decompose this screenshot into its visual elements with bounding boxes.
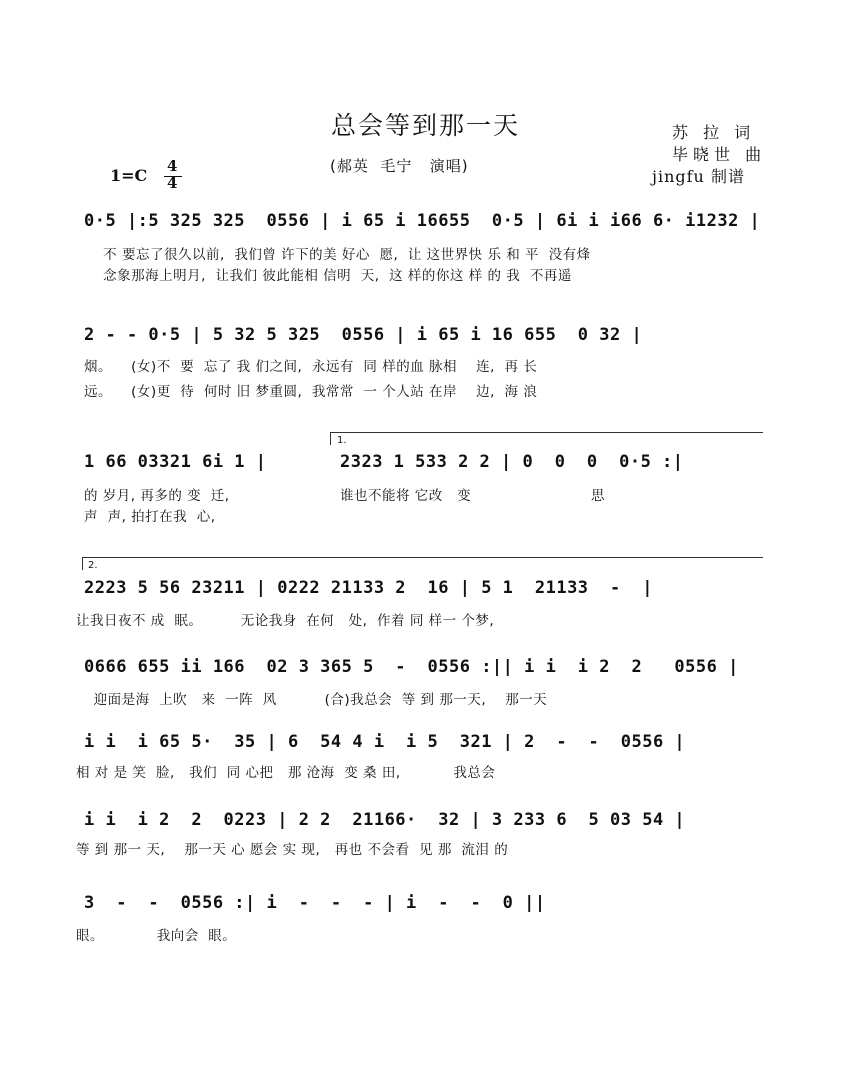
score-row-7-notes: i i i 2 2 0223 | 2 2 21166· 32 | 3 233 6 5 03 54 | <box>84 810 686 830</box>
key-signature: 1=C <box>110 166 148 185</box>
score-row-4-lyrics: 让我日夜不 成 眠。 无论我身 在何 处, 作着 同 样一 个梦, <box>76 613 495 629</box>
score-row-3-ending1-lyrics: 谁也不能将 它改 变 思 <box>340 488 605 504</box>
score-row-2-notes: 2 - - 0·5 | 5 32 5 325 0556 | i 65 i 16 655 0 32 | <box>84 325 643 345</box>
arranger-credit: jingfu 制谱 <box>652 167 745 186</box>
lyricist-credit: 苏 拉 词 <box>672 123 756 142</box>
score-row-2-lyrics-verse1: 烟。 (女)不 要 忘了 我 们之间, 永远有 同 样的血 脉相 连, 再 长 <box>84 359 538 375</box>
second-ending-bracket <box>82 557 763 570</box>
performers-subtitle: (郝英 毛宁 演唱) <box>330 157 469 175</box>
time-signature-top: 4 <box>167 157 178 175</box>
time-signature-bottom: 4 <box>167 174 178 192</box>
score-row-7-lyrics: 等 到 那一 天, 那一天 心 愿会 实 现, 再也 不会看 见 那 流泪 的 <box>76 842 509 858</box>
song-title: 总会等到那一天 <box>330 111 520 140</box>
score-row-2-lyrics-verse2: 远。 (女)更 待 何时 旧 梦重圆, 我常常 一 个人站 在岸 边, 海 浪 <box>84 384 538 400</box>
score-row-3-lyrics-verse2: 声 声, 拍打在我 心, <box>84 509 216 525</box>
score-row-3-ending1-notes: 2323 1 533 2 2 | 0 0 0 0·5 :| <box>340 452 684 472</box>
score-row-5-notes: 0666 655 ii 166 02 3 365 5 - 0556 :|| i i i 2 2 0556 | <box>84 657 739 677</box>
score-row-1-lyrics-verse2: 念象那海上明月, 让我们 彼此能相 信明 天, 这 样的你这 样 的 我 不再遥 <box>84 268 572 284</box>
score-row-8-notes: 3 - - 0556 :| i - - - | i - - 0 || <box>84 893 546 913</box>
second-ending-label: 2. <box>88 560 98 571</box>
score-row-6-notes: i i i 65 5· 35 | 6 54 4 i i 5 321 | 2 - - 0556 | <box>84 732 686 752</box>
composer-credit: 毕晓世 曲 <box>672 145 767 164</box>
score-row-1-lyrics-verse1: 不 要忘了很久以前, 我们曾 许下的美 好心 愿, 让 这世界快 乐 和 平 没有烽 <box>84 247 591 263</box>
first-ending-label: 1. <box>337 435 347 446</box>
score-row-6-lyrics: 相 对 是 笑 脸, 我们 同 心把 那 沧海 变 桑 田, 我总会 <box>76 765 496 781</box>
score-row-5-lyrics: 迎面是海 上吹 来 一阵 风 (合)我总会 等 到 那一天, 那一天 <box>84 692 548 708</box>
score-row-3-notes: 1 66 03321 6i 1 | <box>84 452 267 472</box>
first-ending-bracket <box>330 432 763 445</box>
score-row-4-notes: 2223 5 56 23211 | 0222 21133 2 16 | 5 1 21133 - | <box>84 578 653 598</box>
score-row-8-lyrics: 眼。 我向会 眼。 <box>76 928 237 944</box>
score-row-3-lyrics-verse1: 的 岁月, 再多的 变 迁, <box>84 488 230 504</box>
score-row-1-notes: 0·5 |:5 325 325 0556 | i 65 i 16655 0·5 | 6i i i66 6· i1232 | <box>84 211 761 231</box>
